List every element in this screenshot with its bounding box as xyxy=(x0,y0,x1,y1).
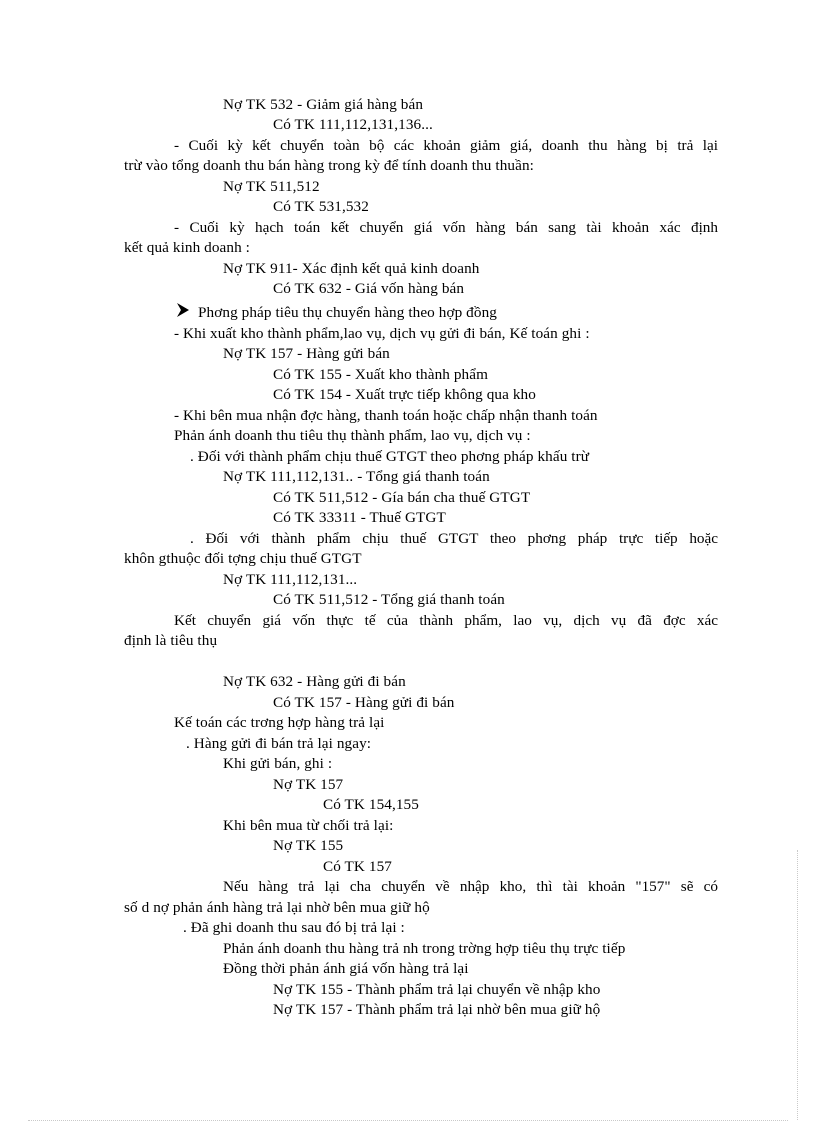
text-line: Nợ TK 111,112,131.. - Tổng giá thanh toán xyxy=(223,468,490,485)
text-line: Có TK 157 xyxy=(323,858,392,875)
text-line: khôn gthuộc đối tợng chịu thuế GTGT xyxy=(124,550,362,567)
text-line: trừ vào tổng doanh thu bán hàng trong kỳ để tính doanh thu thuần: xyxy=(124,157,534,174)
text-line: Có TK 155 - Xuất kho thành phẩm xyxy=(273,366,488,383)
text-line: Nợ TK 155 - Thành phẩm trả lại chuyển về nhập kho xyxy=(273,981,601,998)
page-bottom-border xyxy=(28,1120,788,1121)
text-line: Nợ TK 157 xyxy=(273,776,344,793)
text-line: . Đối với thành phẩm chịu thuế GTGT theo phơng pháp khấu trừ xyxy=(190,448,590,465)
text-line: Có TK 157 - Hàng gửi đi bán xyxy=(273,694,455,711)
text-line: Phản ánh doanh thu tiêu thụ thành phẩm, lao vụ, dịch vụ : xyxy=(174,427,531,444)
text-line: . Đã ghi doanh thu sau đó bị trả lại : xyxy=(183,919,405,936)
text-line: . Đối với thành phẩm chịu thuế GTGT theo phơng pháp trực tiếp hoặc xyxy=(190,530,718,547)
text-line: Nợ TK 155 xyxy=(273,837,344,854)
text-line: kết quả kinh doanh : xyxy=(124,239,251,256)
text-line: - Cuối kỳ kết chuyển toàn bộ các khoản giảm giá, doanh thu hàng bị trả lại xyxy=(174,137,718,154)
text-line: số d nợ phản ánh hàng trả lại nhờ bên mua giữ hộ xyxy=(124,899,430,916)
text-line: Nợ TK 511,512 xyxy=(223,178,320,195)
text-line: Có TK 531,532 xyxy=(273,198,369,215)
text-line: Nếu hàng trả lại cha chuyển về nhập kho, thì tài khoản "157" sẽ có xyxy=(223,878,718,895)
text-line: Nợ TK 111,112,131... xyxy=(223,571,358,588)
arrowhead-bullet-icon xyxy=(176,302,190,318)
text-line: Có TK 632 - Giá vốn hàng bán xyxy=(273,280,465,297)
text-line: Có TK 111,112,131,136... xyxy=(273,116,433,133)
page-right-border xyxy=(797,850,798,1120)
text-line: Đồng thời phản ánh giá vốn hàng trả lại xyxy=(223,960,469,977)
text-line: Có TK 154 - Xuất trực tiếp không qua kho xyxy=(273,386,536,403)
text-line: Có TK 511,512 - Gía bán cha thuế GTGT xyxy=(273,489,531,506)
text-line: Có TK 154,155 xyxy=(323,796,419,813)
text-line: Phản ánh doanh thu hàng trả nh trong trờng hợp tiêu thụ trực tiếp xyxy=(223,940,626,957)
text-line: - Khi xuất kho thành phẩm,lao vụ, dịch vụ gửi đi bán, Kế toán ghi : xyxy=(174,325,590,342)
text-line: định là tiêu thụ xyxy=(124,632,218,649)
text-line: Nợ TK 532 - Giảm giá hàng bán xyxy=(223,96,424,113)
text-line: - Cuối kỳ hạch toán kết chuyển giá vốn hàng bán sang tài khoản xác định xyxy=(174,219,718,236)
text-line: - Khi bên mua nhận đợc hàng, thanh toán hoặc chấp nhận thanh toán xyxy=(174,407,598,424)
text-line: Có TK 511,512 - Tổng giá thanh toán xyxy=(273,591,505,608)
text-line: Kế toán các trơng hợp hàng trả lại xyxy=(174,714,385,731)
text-line: Có TK 33311 - Thuế GTGT xyxy=(273,509,446,526)
section-heading: Phơng pháp tiêu thụ chuyển hàng theo hợp đồng xyxy=(198,304,497,321)
text-line: Nợ TK 911- Xác định kết quả kinh doanh xyxy=(223,260,480,277)
text-line: Nợ TK 632 - Hàng gửi đi bán xyxy=(223,673,406,690)
text-line: Kết chuyển giá vốn thực tế của thành phẩm, lao vụ, dịch vụ đã đợc xác xyxy=(174,612,718,629)
text-line: Nợ TK 157 - Hàng gửi bán xyxy=(223,345,390,362)
text-line: Khi gửi bán, ghi : xyxy=(223,755,333,772)
text-line: Nợ TK 157 - Thành phẩm trả lại nhờ bên mua giữ hộ xyxy=(273,1001,601,1018)
text-line: . Hàng gửi đi bán trả lại ngay: xyxy=(186,735,372,752)
text-line: Khi bên mua từ chối trả lại: xyxy=(223,817,394,834)
